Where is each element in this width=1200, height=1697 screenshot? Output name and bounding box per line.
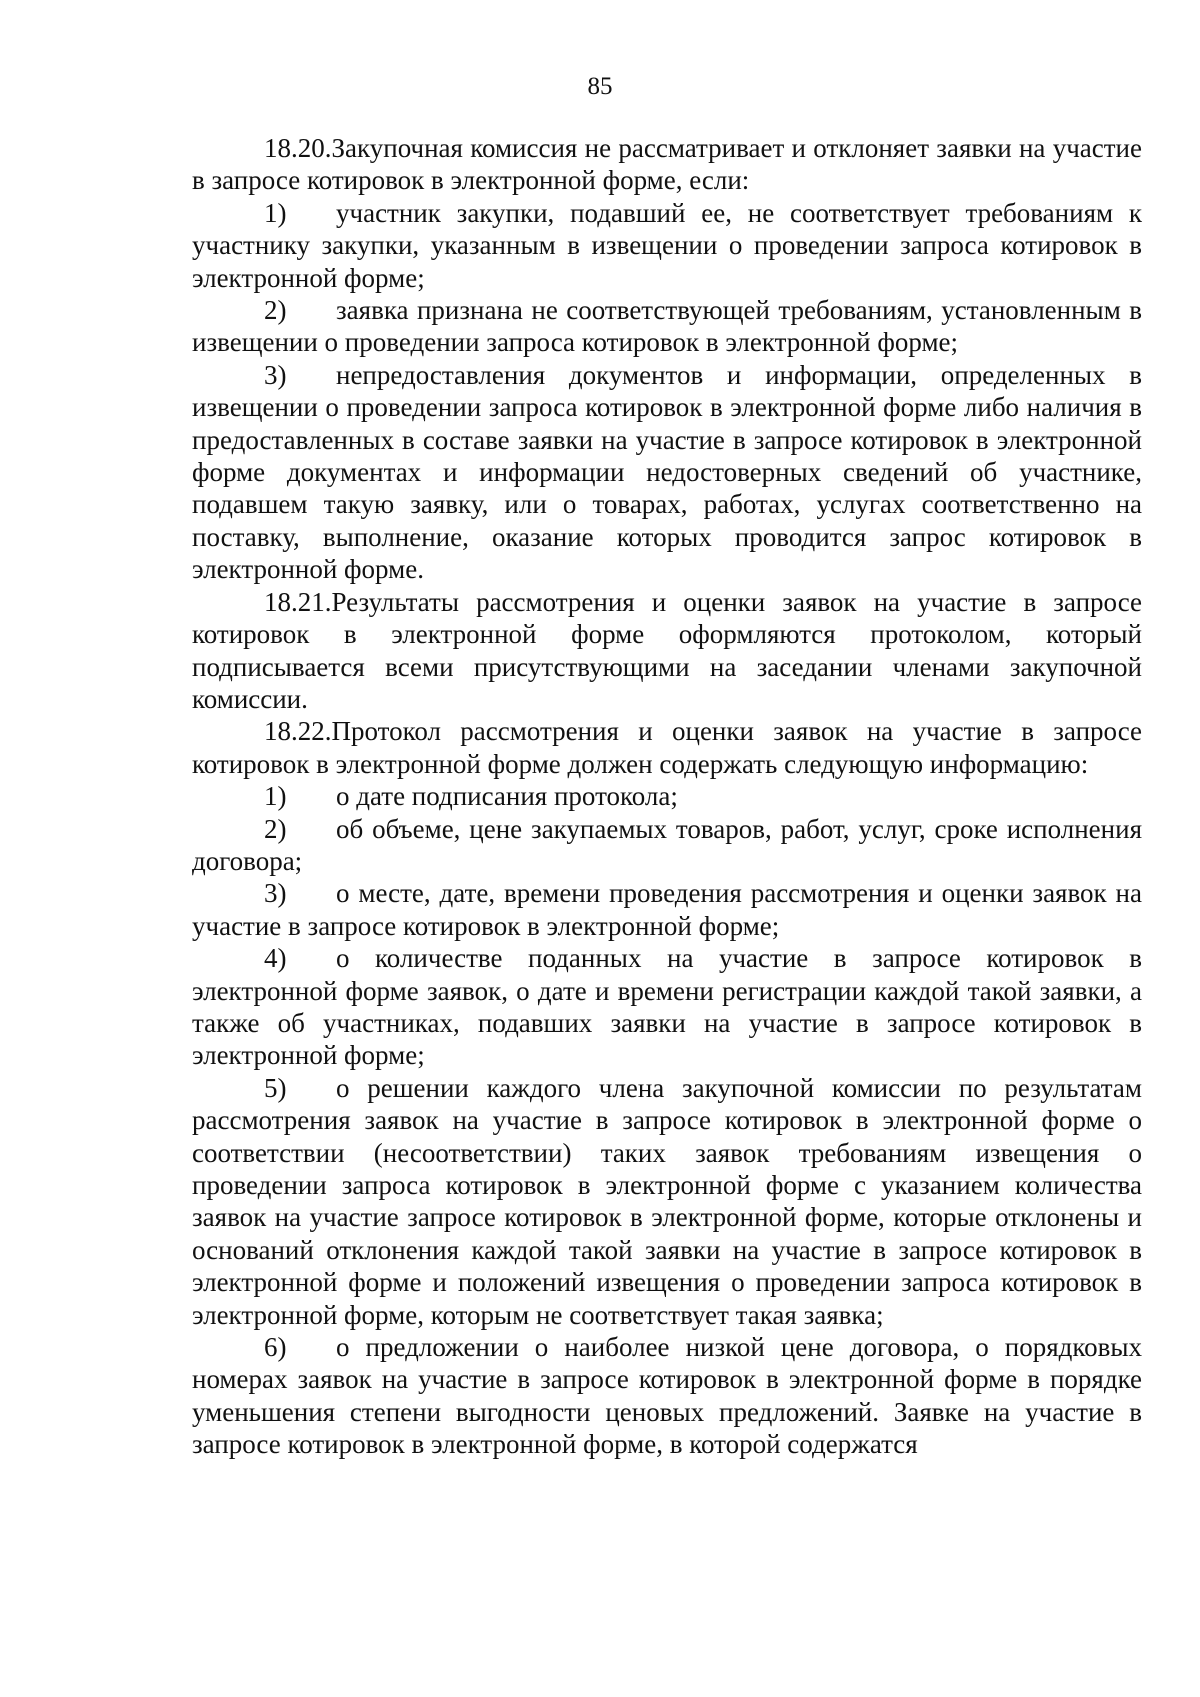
- list-item: [192, 1072, 1142, 1331]
- list-item: [192, 877, 1142, 942]
- list-text: непредоставления документов и информации, определенных в извещении о проведении запроса котировок в электронной форме либо наличия в предоставленных в составе заявки на участие в запросе котировок в электронной форме документах и информации недостоверных сведений об участнике, подавшем такую заявку, или о товарах, работах, услугах соответственно на поставку, выполнение, оказание которых проводится запрос котировок в электронной форме.: [192, 359, 1142, 585]
- list-text: о дате подписания протокола;: [336, 781, 678, 812]
- list-text: о решении каждого члена закупочной комиссии по результатам рассмотрения заявок на участие в запросе котировок в электронной форме о соответствии (несоответствии) таких заявок требованиям извещения о проведении запроса котировок в электронной форме с указанием количества заявок на участие запросе котировок в электронной форме, которые отклонены и оснований отклонения каждой такой заявки на участие в запросе котировок в электронной форме и положений извещения о проведении запроса котировок в электронной форме, которым не соответствует такая заявка;: [192, 1072, 1142, 1330]
- list-number: 2): [264, 295, 287, 326]
- list-item: [192, 942, 1142, 1072]
- list-text: участник закупки, подавший ее, не соответствует требованиям к участнику закупки, указанным в извещении о проведении запроса котировок в электронной форме;: [192, 197, 1142, 293]
- list-item: [192, 197, 1142, 294]
- document-body: [192, 132, 1142, 1461]
- list-number: 1): [264, 781, 287, 812]
- paragraph-18-22: [192, 715, 1142, 780]
- list-number: 4): [264, 943, 287, 974]
- paragraph-18-21: [192, 586, 1142, 716]
- list-number: 1): [264, 197, 287, 228]
- paragraph-18-20: [192, 132, 1142, 197]
- list-item: [192, 359, 1142, 586]
- list-item: [192, 294, 1142, 359]
- list-item: [192, 1331, 1142, 1461]
- paragraph-text: 18.22.Протокол рассмотрения и оценки заявок на участие в запросе котировок в электронной форме должен содержать следующую информацию:: [192, 716, 1142, 779]
- list-item: [192, 780, 1142, 812]
- paragraph-text: 18.20.Закупочная комиссия не рассматривает и отклоняет заявки на участие в запросе котировок в электронной форме, если:: [192, 133, 1142, 196]
- list-number: 6): [264, 1332, 287, 1363]
- list-number: 3): [264, 359, 287, 390]
- list-item: [192, 813, 1142, 878]
- list-text: заявка признана не соответствующей требованиям, установленным в извещении о проведении запроса котировок в электронной форме;: [192, 295, 1142, 358]
- list-text: о количестве поданных на участие в запросе котировок в электронной форме заявок, о дате и времени регистрации каждой такой заявки, а также об участниках, подавших заявки на участие в запросе котировок в электронной форме;: [192, 943, 1142, 1071]
- list-number: 5): [264, 1072, 287, 1103]
- list-number: 3): [264, 878, 287, 909]
- list-text: о предложении о наиболее низкой цене договора, о порядковых номерах заявок на участие в запросе котировок в электронной форме в порядке уменьшения степени выгодности ценовых предложений. Заявке на участие в запросе котировок в электронной форме, в которой содержатся: [192, 1332, 1142, 1460]
- list-text: об объеме, цене закупаемых товаров, работ, услуг, сроке исполнения договора;: [192, 813, 1142, 876]
- page-number: 85: [587, 73, 613, 100]
- list-number: 2): [264, 813, 287, 844]
- paragraph-text: 18.21.Результаты рассмотрения и оценки заявок на участие в запросе котировок в электронной форме оформляются протоколом, который подписывается всеми присутствующими на заседании членами закупочной комиссии.: [192, 586, 1142, 714]
- list-text: о месте, дате, времени проведения рассмотрения и оценки заявок на участие в запросе котировок в электронной форме;: [192, 878, 1142, 941]
